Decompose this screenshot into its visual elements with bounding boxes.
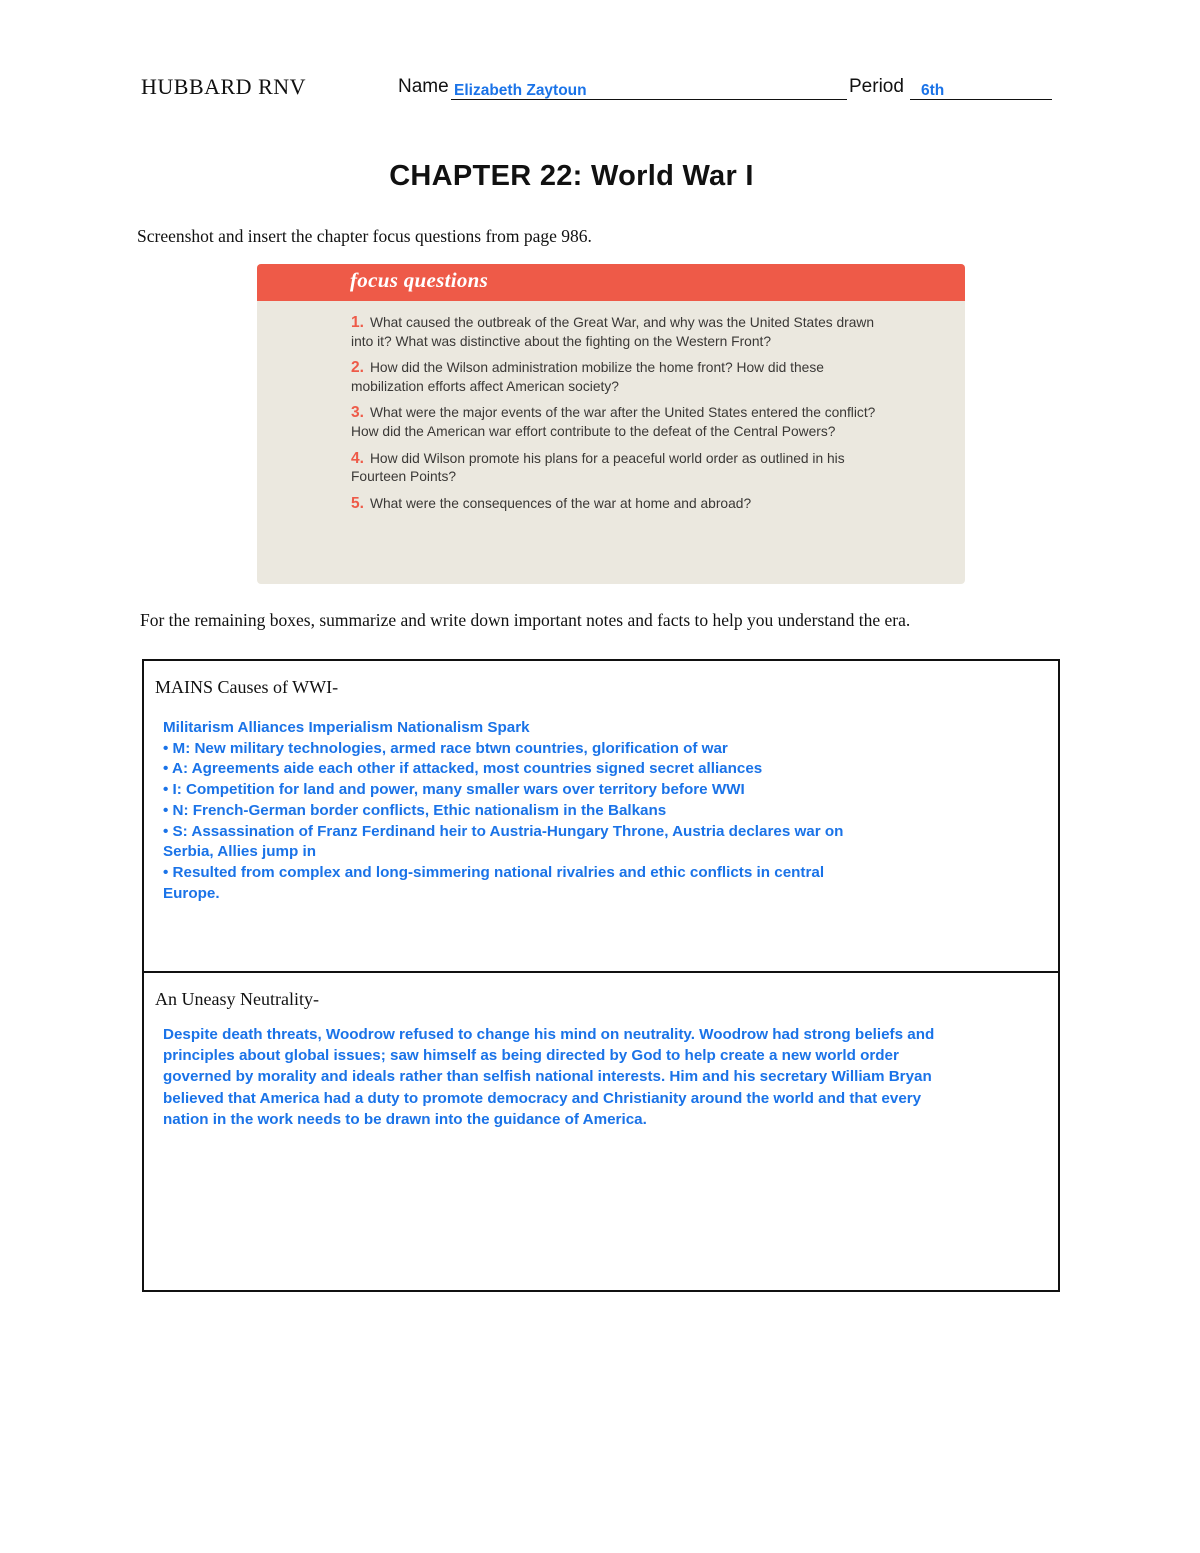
notes-box-title: MAINS Causes of WWI- [155,677,339,697]
page-header [141,72,1053,108]
note-line: • S: Assassination of Franz Ferdinand heir to Austria-Hungary Throne, Austria declares war on [163,822,844,840]
notes-box-neutrality[interactable] [144,973,1058,1290]
focus-question-number: 2. [351,359,364,377]
focus-question-number: 4. [351,449,364,467]
focus-question-list [351,314,881,521]
note-line: governed by morality and ideals rather than selfish national interests. Him and his secretary William Bryan [163,1068,932,1086]
note-line: Serbia, Allies jump in [163,843,317,861]
note-line: Europe. [163,884,220,902]
name-value: Elizabeth Zaytoun [454,82,587,99]
chapter-title: CHAPTER 22: World War I [389,160,754,192]
period-field[interactable] [910,72,1052,100]
name-label: Name [398,76,449,97]
note-line: • Resulted from complex and long-simmering national rivalries and ethic conflicts in central [163,863,825,881]
focus-question-number: 3. [351,404,364,422]
focus-question [351,359,881,396]
focus-question [351,495,881,514]
period-label: Period [849,76,904,97]
focus-heading: focus questions [350,268,489,292]
note-line: believed that America had a duty to promote democracy and Christianity around the world and that every [163,1089,922,1107]
period-value: 6th [921,82,945,99]
note-line: • N: French-German border conflicts, Ethic nationalism in the Balkans [163,801,667,819]
instruction-summarize: For the remaining boxes, summarize and write down important notes and facts to help you understand the era. [140,610,911,630]
notes-box-content [163,718,1033,904]
notes-box-content [163,1024,1038,1130]
school-name: HUBBARD RNV [141,74,307,99]
focus-question [351,314,881,351]
note-line: • A: Agreements aide each other if attacked, most countries signed secret alliances [163,760,763,778]
note-line: nation in the work needs to be drawn into the guidance of America. [163,1110,647,1128]
notes-box-title: An Uneasy Neutrality- [155,989,319,1009]
focus-question [351,450,881,487]
note-line: • M: New military technologies, armed race btwn countries, glorification of war [163,739,728,757]
focus-question-text: What caused the outbreak of the Great War, and why was the United States drawn into it? What was distinctive about the fighting on the Western Front? [351,315,875,349]
focus-question-number: 5. [351,494,364,512]
focus-question-number: 1. [351,314,364,331]
notes-box-mains[interactable] [144,661,1058,973]
name-field[interactable] [451,72,847,100]
note-line: Militarism Alliances Imperialism Nationalism Spark [163,719,530,736]
focus-question-text: What were the consequences of the war at home and abroad? [369,495,752,511]
focus-questions-image [257,264,965,584]
focus-question [351,404,881,441]
focus-header-bar [257,264,965,301]
notes-table [142,659,1060,1292]
focus-question-text: How did Wilson promote his plans for a peaceful world order as outlined in his Fourteen Points? [351,450,845,485]
focus-question-text: What were the major events of the war after the United States entered the conflict? How did the American war effort contribute to the defeat of the Central Powers? [351,405,876,439]
note-line: • I: Competition for land and power, many smaller wars over territory before WWI [163,781,745,799]
focus-question-text: How did the Wilson administration mobilize the home front? How did these mobilization efforts affect American society? [351,360,824,394]
note-line: principles about global issues; saw himself as being directed by God to help create a new world order [163,1047,899,1065]
instruction-screenshot: Screenshot and insert the chapter focus questions from page 986. [137,226,592,246]
note-line: Despite death threats, Woodrow refused to change his mind on neutrality. Woodrow had strong beliefs and [163,1026,935,1043]
